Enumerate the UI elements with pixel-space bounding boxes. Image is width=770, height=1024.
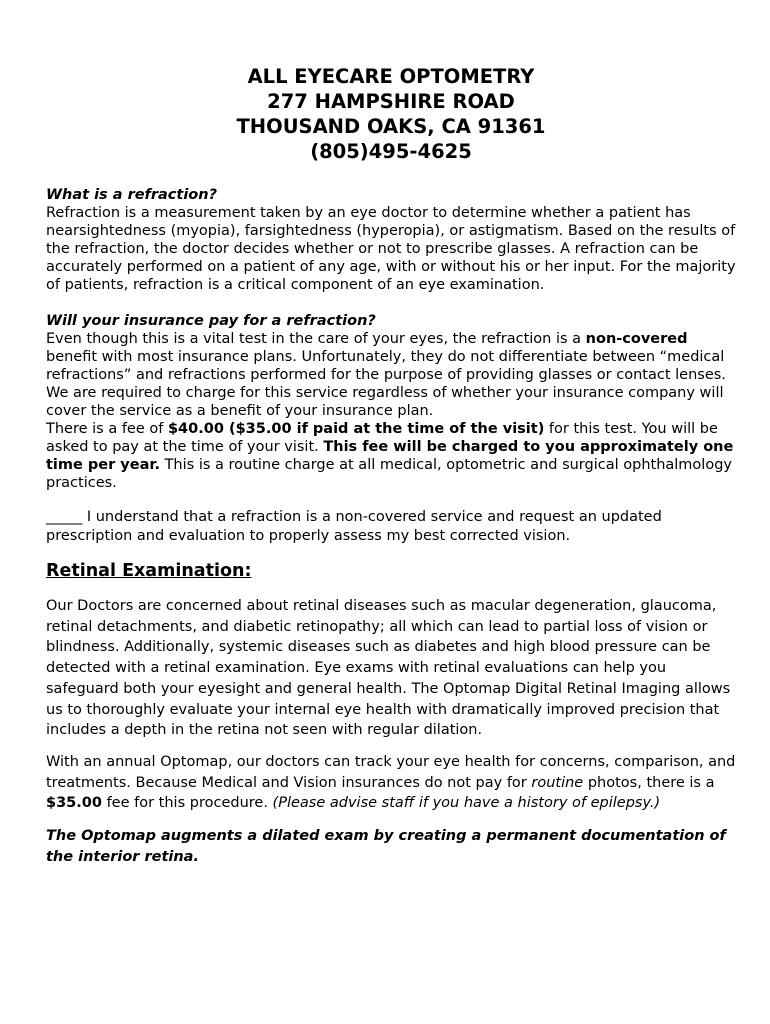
practice-name: ALL EYECARE OPTOMETRY <box>247 65 535 88</box>
practice-street: 277 HAMPSHIRE ROAD <box>267 90 515 113</box>
optomap-fee: $35.00 <box>46 795 102 812</box>
refraction-answer: Refraction is a measurement taken by an eye doctor to determine whether a patient has nearsightedness (myopia), farsightedness (hyperopia), or astigmatism. Based on the results of the refraction, the doctor decides whether or not to prescribe glasses. A refraction can be accurately performed on a patient of any age, with or without his or her input. For the majority of patients, refraction is a critical component of an eye examination. <box>46 205 736 293</box>
fee-amount: $40.00 ($35.00 if paid at the time of the visit) <box>167 421 545 437</box>
insurance-question: Will your insurance pay for a refraction? <box>46 313 376 329</box>
fee-frequency: This fee will be charged to you approximately one time per year. <box>46 439 734 473</box>
epilepsy-note: (Please advise staff if you have a history of epilepsy.) <box>272 795 661 812</box>
non-covered-emphasis: non-covered <box>585 331 688 347</box>
retinal-paragraph-2: With an annual Optomap, our doctors can track your eye health for concerns, comparison, and treatments. Because Medical and Vision insurances do not pay for routine photos, there is a $35.00 fee for this procedure. (Please advise staff if you have a history of epilepsy.) <box>46 753 736 812</box>
initials-blank[interactable]: _____ <box>46 509 83 525</box>
practice-city: THOUSAND OAKS, CA 91361 <box>236 115 546 138</box>
acknowledgment-line: _____ I understand that a refraction is a non-covered service and request an updated prescription and evaluation to properly assess my best corrected vision. <box>46 509 662 544</box>
fee-paragraph: There is a fee of $40.00 ($35.00 if paid at the time of the visit) for this test. You will be asked to pay at the time of your visit. This fee will be charged to you approximately one time per year. This is a routine charge at all medical, optometric and surgical ophthalmology practices. <box>46 421 734 491</box>
retinal-paragraph-1: Our Doctors are concerned about retinal diseases such as macular degeneration, glaucoma, retinal detachments, and diabetic retinopathy; all which can lead to partial loss of vision or blindness. Additionally, systemic diseases such as diabetes and high blood pressure can be detected with a retinal examination. Eye exams with retinal evaluations can help you safeguard both your eyesight and general health. The Optomap Digital Retinal Imaging allows us to thoroughly evaluate your internal eye health with dramatically improved precision that includes a depth in the retina not seen with regular dilation. <box>46 598 731 739</box>
optomap-closing: The Optomap augments a dilated exam by creating a permanent documentation of the interior retina. <box>46 828 726 865</box>
insurance-paragraph: Even though this is a vital test in the care of your eyes, the refraction is a non-covered benefit with most insurance plans. Unfortunately, they do not differentiate between “medical refractions” and refractions performed for the purpose of providing glasses or contact lenses. We are required to charge for this service regardless of whether your insurance company will cover the service as a benefit of your insurance plan. <box>46 331 726 419</box>
document-page <box>46 64 736 867</box>
retinal-heading: Retinal Examination: <box>46 561 252 581</box>
practice-phone: (805)495-4625 <box>310 140 472 163</box>
refraction-question: What is a refraction? <box>46 187 217 203</box>
practice-header <box>46 64 736 164</box>
